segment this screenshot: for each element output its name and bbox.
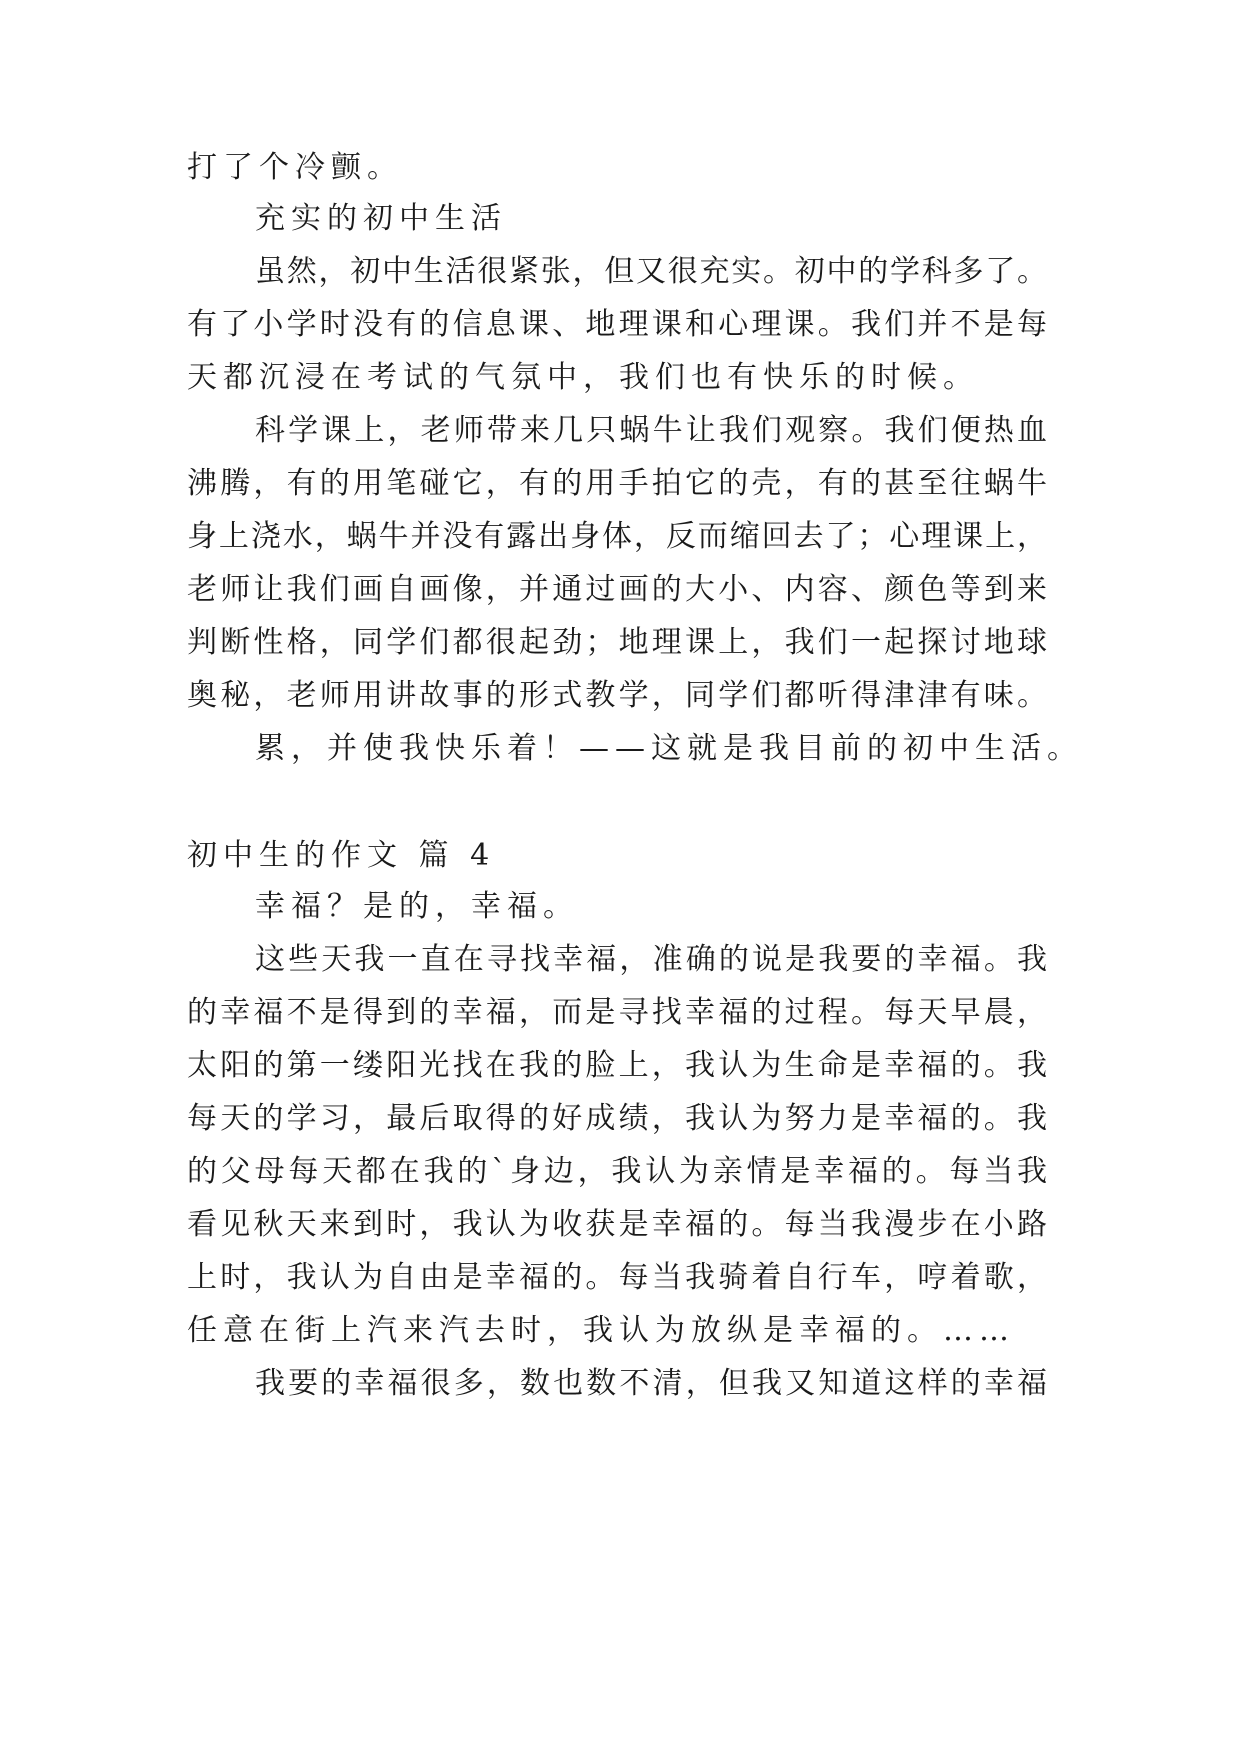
paragraph-line: 老师让我们画自画像，并通过画的大小、内容、颜色等到来 (187, 572, 1047, 607)
paragraph-line: 判断性格，同学们都很起劲；地理课上，我们一起探讨地球 (187, 625, 1047, 660)
paragraph-line: 我要的幸福很多，数也数不清，但我又知道这样的幸福 (255, 1366, 1047, 1401)
paragraph-line: 科学课上，老师带来几只蜗牛让我们观察。我们便热血 (255, 413, 1047, 448)
paragraph-line: 每天的学习，最后取得的好成绩，我认为努力是幸福的。我 (187, 1101, 1047, 1136)
paragraph-line: 有了小学时没有的信息课、地理课和心理课。我们并不是每 (187, 307, 1047, 342)
essay-heading: 初中生的作文 篇 4 (187, 838, 496, 873)
paragraph-line: 沸腾，有的用笔碰它，有的用手拍它的壳，有的甚至往蜗牛 (187, 466, 1047, 501)
paragraph-line: 太阳的第一缕阳光找在我的脸上，我认为生命是幸福的。我 (187, 1048, 1047, 1083)
paragraph-line: 身上浇水，蜗牛并没有露出身体，反而缩回去了；心理课上， (187, 519, 1047, 554)
paragraph-line: 虽然，初中生活很紧张，但又很充实。初中的学科多了。 (255, 254, 1047, 289)
paragraph-line: 任意在街上汽来汽去时，我认为放纵是幸福的。…… (187, 1313, 1015, 1348)
paragraph-line: 打了个冷颤。 (187, 150, 403, 185)
paragraph-line: 的幸福不是得到的幸福，而是寻找幸福的过程。每天早晨， (187, 995, 1047, 1030)
section-subtitle: 充实的初中生活 (255, 201, 507, 236)
paragraph-line: 的父母每天都在我的`身边，我认为亲情是幸福的。每当我 (187, 1154, 1047, 1189)
paragraph-line: 幸福？是的，幸福。 (255, 889, 579, 924)
paragraph-line: 累，并使我快乐着！——这就是我目前的初中生活。 (255, 731, 1083, 766)
paragraph-line: 这些天我一直在寻找幸福，准确的说是我要的幸福。我 (255, 942, 1047, 977)
paragraph-line: 看见秋天来到时，我认为收获是幸福的。每当我漫步在小路 (187, 1207, 1047, 1242)
paragraph-line: 奥秘，老师用讲故事的形式教学，同学们都听得津津有味。 (187, 678, 1047, 713)
paragraph-line: 天都沉浸在考试的气氛中，我们也有快乐的时候。 (187, 360, 979, 395)
paragraph-line: 上时，我认为自由是幸福的。每当我骑着自行车，哼着歌， (187, 1260, 1047, 1295)
